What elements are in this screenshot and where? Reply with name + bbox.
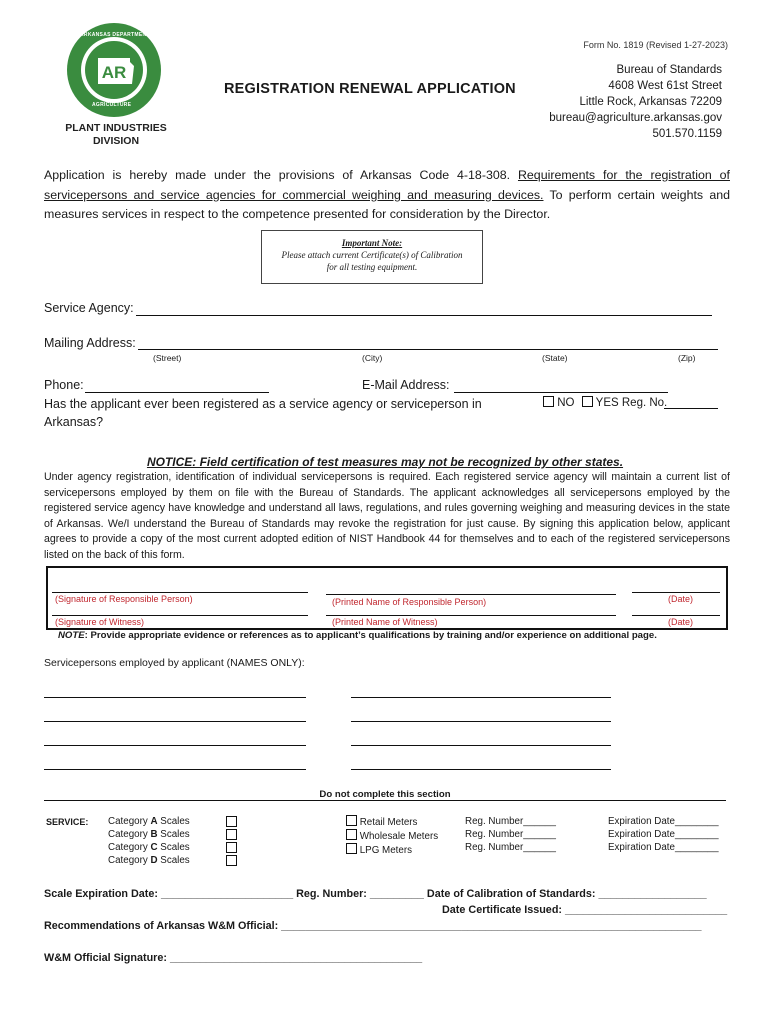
page-title: REGISTRATION RENEWAL APPLICATION: [224, 81, 516, 97]
email-link[interactable]: bureau@agriculture.arkansas.gov: [549, 112, 722, 124]
registered-options: [543, 396, 667, 409]
division-line1: PLANT INDUSTRIES: [65, 122, 167, 134]
wholesale-expiration[interactable]: Expiration Date________: [608, 829, 719, 840]
employees-label: Servicepersons employed by applicant (NAMES ONLY):: [44, 657, 305, 669]
yes-reg-number-field[interactable]: [664, 408, 718, 409]
wholesale-meters-label: Wholesale Meters: [359, 831, 439, 842]
date-certificate-issued[interactable]: Date Certificate Issued: ___________________________: [442, 904, 728, 916]
division-line2: DIVISION: [92, 135, 140, 147]
zip-caption: (Zip): [678, 353, 696, 363]
printed-witness-field[interactable]: [326, 615, 616, 616]
witness-signature-label: (Signature of Witness): [55, 617, 145, 627]
service-label: SERVICE:: [46, 817, 89, 827]
mailing-address-label: Mailing Address:: [44, 336, 136, 350]
date-field[interactable]: [632, 592, 720, 593]
printed-responsible-label: (Printed Name of Responsible Person): [332, 597, 487, 607]
important-note-text: Please attach current Certificate(s) of Calibration: [281, 250, 463, 260]
intro-requirements: Requirements for the registration of servicepersons and service agencies for commercial weighing and measuring devices.: [44, 168, 730, 202]
wholesale-reg-number[interactable]: Reg. Number______: [465, 829, 556, 840]
responsible-signature-label: (Signature of Responsible Person): [55, 594, 193, 604]
official-signature-line[interactable]: W&M Official Signature: __________________________________________: [44, 952, 423, 964]
address-line: Little Rock, Arkansas 72209: [579, 96, 722, 108]
employee-name-field[interactable]: [351, 745, 611, 746]
intro-text-end: To perform certain weights and measures services in respect to the competence presented for consideration by the Director.: [44, 187, 730, 221]
street-caption: (Street): [153, 353, 182, 363]
category-c: Category C Scales: [108, 842, 190, 853]
important-note-box: [261, 230, 483, 284]
retail-meters-checkbox[interactable]: [346, 815, 357, 826]
department-seal: [66, 22, 162, 118]
category-a: Category A Scales: [108, 816, 190, 827]
bureau-address: [549, 62, 722, 142]
employee-name-field[interactable]: [351, 721, 611, 722]
phone-number: 501.570.1159: [652, 128, 722, 140]
employee-name-field[interactable]: [351, 697, 611, 698]
date2-label: (Date): [668, 617, 694, 627]
yes-checkbox[interactable]: [582, 396, 593, 407]
employee-name-field[interactable]: [44, 769, 306, 770]
service-agency-label: Service Agency:: [44, 301, 134, 315]
reg-number-list: [465, 815, 556, 854]
scale-expiration-line[interactable]: Scale Expiration Date: ______________________ Reg. Number: _________ Date of Calibration of Standards: __________________: [44, 888, 707, 900]
agreement-paragraph: Under agency registration, identification of individual servicepersons is required. Each registered service agency will maintain a current list of servicepersons employed by them on file with the Bureau of Standards. The applicant acknowledges all servicepersons employed by the registered service agency have knowledge and understand all laws, regulations, and rules governing weighing and measuring devices in the state of Arkansas. We/I understand the Bureau of Standards may revoke the registration for just cause. By signing this application below, applicant agrees to provide a copy of the most current adopted edition of NIST Handbook 44 for themselves and to each of the registered servicepersons listed on the back of this form.: [44, 471, 730, 561]
svg-text:AR: AR: [101, 63, 127, 82]
expiration-list: [608, 815, 719, 854]
note-label: NOTE: [58, 630, 85, 641]
employee-name-field[interactable]: [44, 697, 306, 698]
important-note-heading: Important Note:: [341, 238, 403, 248]
note-text: : Provide appropriate evidence or references as to applicant’s qualifications by training and/or experience on additional page.: [84, 630, 657, 641]
email-label: E-Mail Address:: [362, 378, 450, 392]
registered-question: Has the applicant ever been registered as a service agency or serviceperson in Arkansas?: [44, 397, 482, 429]
printed-responsible-field[interactable]: [326, 594, 616, 595]
office-use-heading: Do not complete this section: [319, 789, 451, 800]
phone-label: Phone:: [44, 378, 84, 392]
important-note-text: for all testing equipment.: [326, 262, 418, 272]
mailing-address-field[interactable]: [138, 349, 718, 350]
printed-witness-label: (Printed Name of Witness): [332, 617, 438, 627]
division-name: [56, 122, 176, 148]
employee-name-field[interactable]: [44, 745, 306, 746]
phone-field[interactable]: [85, 392, 269, 393]
yes-label: YES Reg. No.: [595, 397, 668, 409]
intro-text: Application is hereby made under the provisions of Arkansas Code 4-18-308.: [44, 168, 518, 182]
service-agency-field[interactable]: [136, 315, 712, 316]
retail-reg-number[interactable]: Reg. Number______: [465, 816, 556, 827]
responsible-signature-field[interactable]: [52, 592, 308, 593]
date-label: (Date): [668, 594, 694, 604]
email-field[interactable]: [454, 392, 668, 393]
seal-text-bottom: AGRICULTURE: [92, 102, 132, 108]
witness-signature-field[interactable]: [52, 615, 308, 616]
meter-list: [346, 815, 438, 857]
lpg-meters-label: LPG Meters: [359, 845, 413, 856]
city-caption: (City): [362, 353, 383, 363]
category-d-checkbox[interactable]: [226, 855, 237, 866]
address-line: Bureau of Standards: [616, 64, 722, 76]
employee-name-field[interactable]: [44, 721, 306, 722]
office-use-divider: [44, 800, 726, 801]
category-list: [108, 815, 190, 867]
no-checkbox[interactable]: [543, 396, 554, 407]
qualification-note: [58, 630, 657, 641]
date2-field[interactable]: [632, 615, 720, 616]
retail-expiration[interactable]: Expiration Date________: [608, 816, 719, 827]
lpg-meters-checkbox[interactable]: [346, 843, 357, 854]
category-b: Category B Scales: [108, 829, 190, 840]
retail-meters-label: Retail Meters: [359, 817, 418, 828]
intro-paragraph: [44, 166, 730, 225]
wholesale-meters-checkbox[interactable]: [346, 829, 357, 840]
lpg-reg-number[interactable]: Reg. Number______: [465, 842, 556, 853]
recommendations-line[interactable]: Recommendations of Arkansas W&M Official: ______________________________________________________________________: [44, 920, 702, 932]
form-number: Form No. 1819 (Revised 1-27-2023): [583, 40, 728, 50]
address-line: 4608 West 61st Street: [608, 80, 722, 92]
seal-text-top: ARKANSAS DEPARTMENT OF: [80, 32, 160, 38]
category-d: Category D Scales: [108, 855, 190, 866]
notice-heading: NOTICE: Field certification of test measures may not be recognized by other states.: [146, 455, 624, 469]
state-caption: (State): [542, 353, 568, 363]
employee-name-field[interactable]: [351, 769, 611, 770]
no-label: NO: [557, 397, 575, 409]
lpg-expiration[interactable]: Expiration Date________: [608, 842, 719, 853]
category-checkboxes: [226, 813, 237, 865]
